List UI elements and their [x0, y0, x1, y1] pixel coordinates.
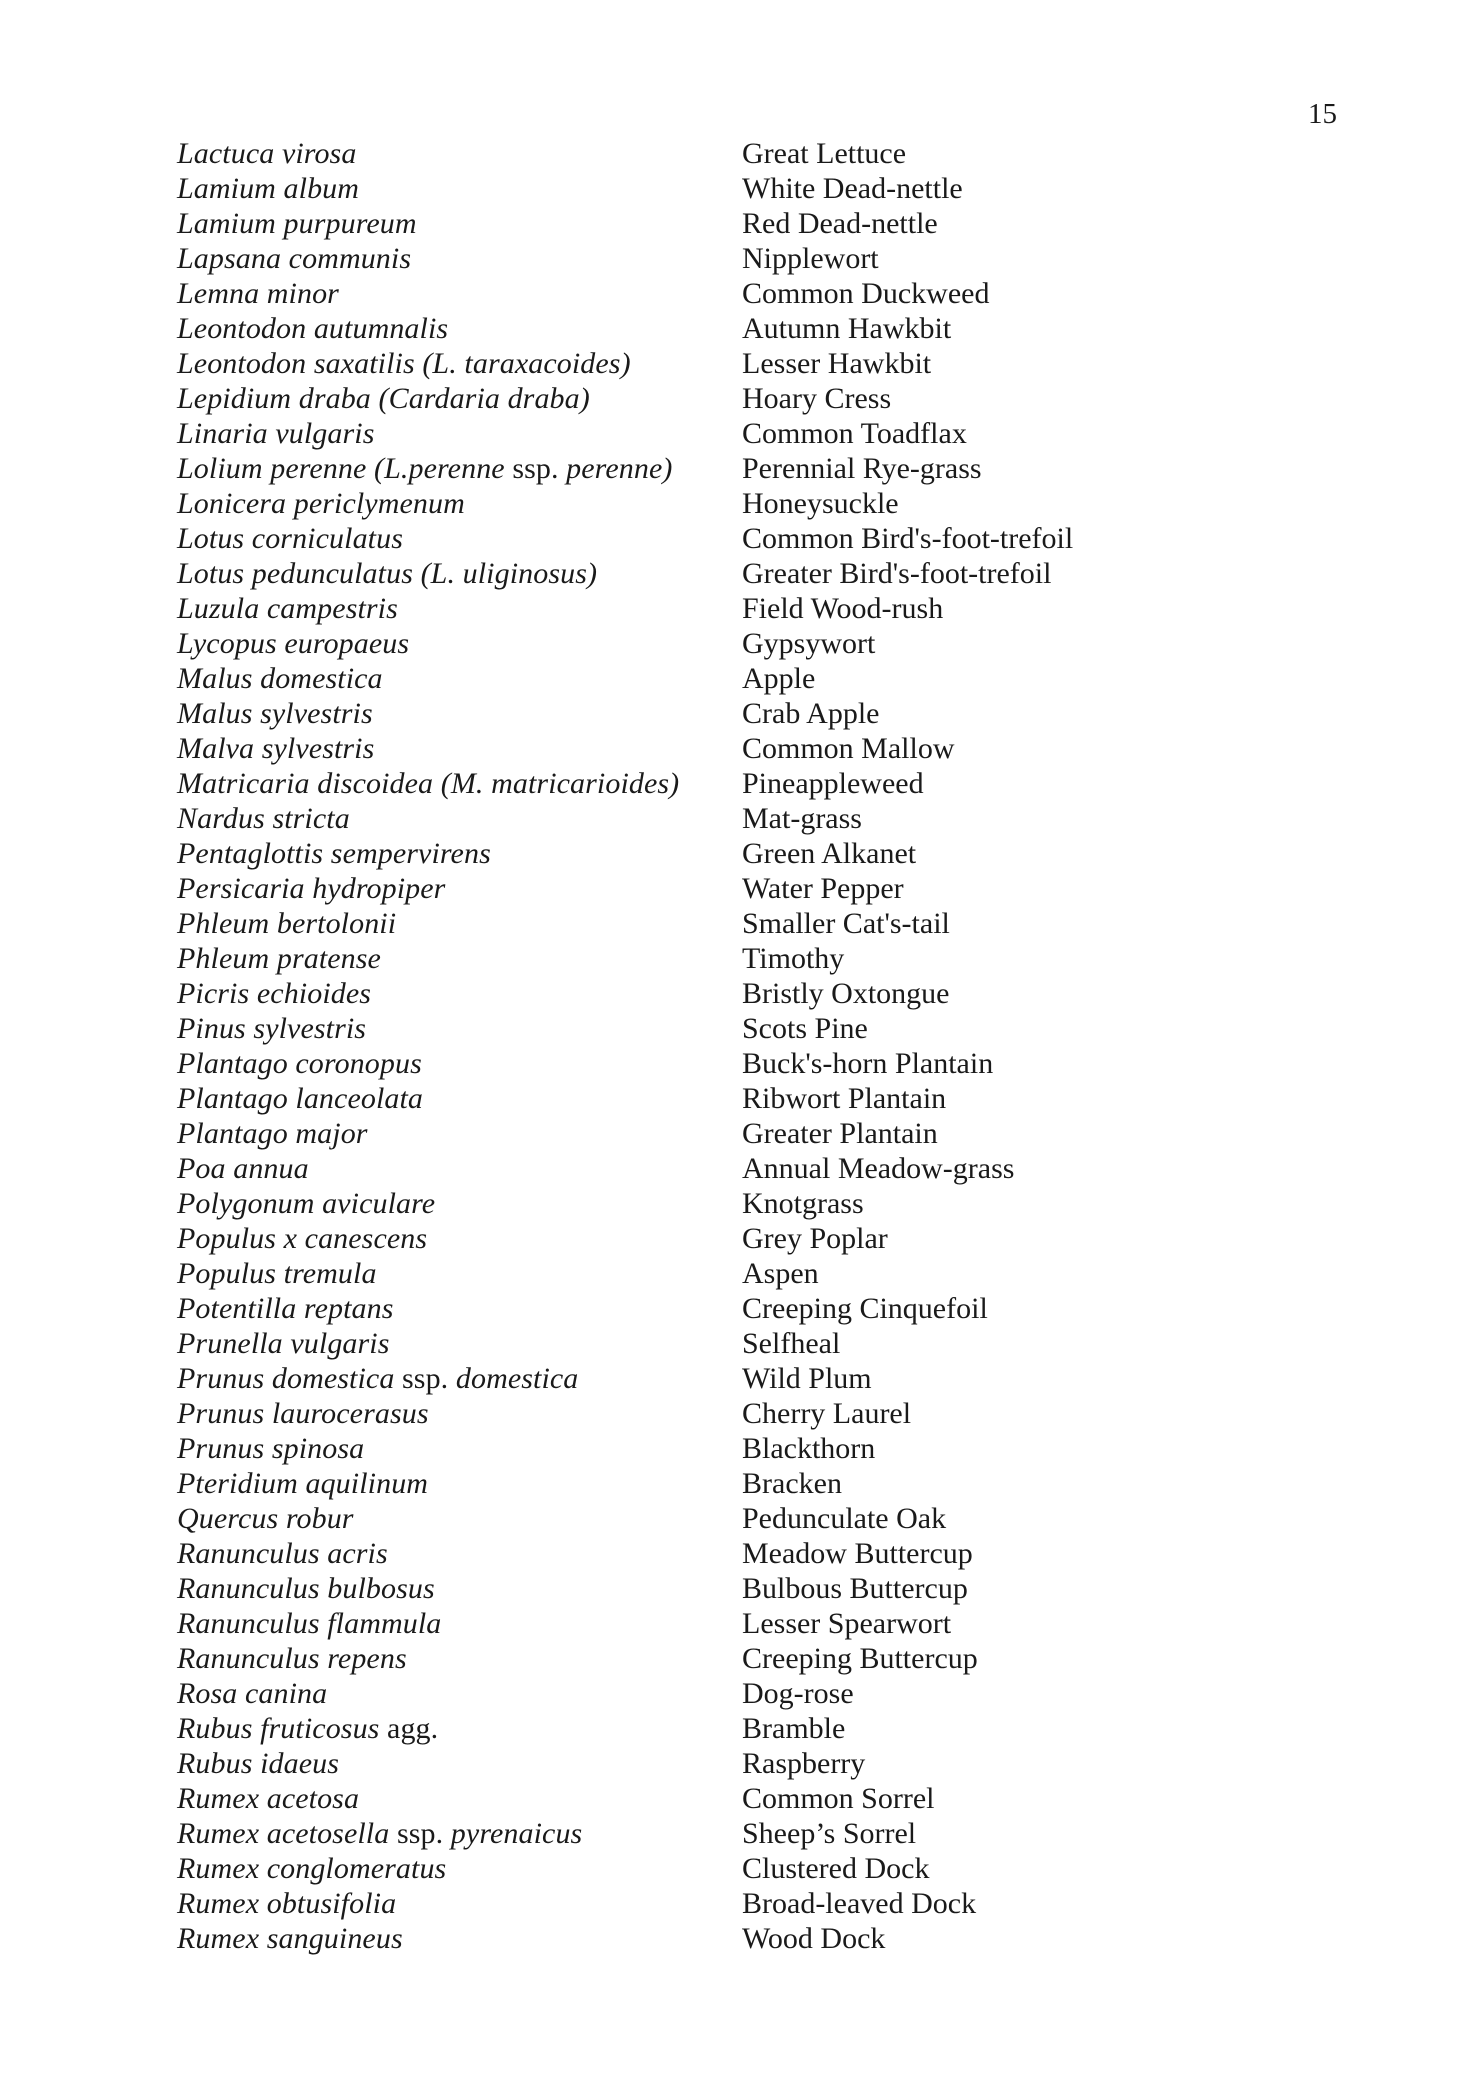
latin-name [177, 766, 742, 801]
latin-name-part: Rubus fruticosus [177, 1712, 388, 1745]
species-row [177, 1571, 1357, 1606]
species-row [177, 1711, 1357, 1746]
latin-name [177, 1361, 742, 1396]
latin-name-part: Populus x canescens [177, 1222, 428, 1255]
species-row [177, 1221, 1357, 1256]
species-row [177, 1361, 1357, 1396]
latin-name [177, 1291, 742, 1326]
latin-name-part: Lotus corniculatus [177, 522, 403, 555]
common-name: Red Dead-nettle [742, 207, 938, 240]
common-name: Nipplewort [742, 242, 879, 275]
common-name: Sheep’s Sorrel [742, 1817, 917, 1850]
latin-name [177, 521, 742, 556]
species-row [177, 1816, 1357, 1851]
latin-name-part: Prunella vulgaris [177, 1327, 390, 1360]
latin-name [177, 1746, 742, 1781]
latin-name-part: Prunus laurocerasus [177, 1397, 429, 1430]
latin-name-part: Malva sylvestris [177, 732, 375, 765]
common-name: Scots Pine [742, 1012, 868, 1045]
latin-name-part: Phleum pratense [177, 942, 381, 975]
latin-name [177, 1396, 742, 1431]
rank-qualifier: ssp. [402, 1362, 449, 1395]
species-row [177, 1536, 1357, 1571]
common-name: Wild Plum [742, 1362, 872, 1395]
latin-name-part: Lonicera periclymenum [177, 487, 465, 520]
latin-name [177, 1501, 742, 1536]
common-name: Common Duckweed [742, 277, 990, 310]
common-name: Smaller Cat's-tail [742, 907, 950, 940]
latin-name-part: Potentilla reptans [177, 1292, 394, 1325]
latin-name-part: Pinus sylvestris [177, 1012, 367, 1045]
common-name: Pedunculate Oak [742, 1502, 947, 1535]
latin-name-part: Populus tremula [177, 1257, 377, 1290]
latin-name-part: Leontodon saxatilis (L. taraxacoides) [177, 347, 631, 380]
latin-name [177, 1676, 742, 1711]
latin-name [177, 591, 742, 626]
latin-name-part: domestica [448, 1362, 579, 1395]
common-name: Greater Plantain [742, 1117, 938, 1150]
common-name: Gypsywort [742, 627, 876, 660]
latin-name [177, 1151, 742, 1186]
common-name: Grey Poplar [742, 1222, 888, 1255]
page-number: 15 [1308, 98, 1337, 130]
latin-name [177, 311, 742, 346]
species-row [177, 171, 1357, 206]
species-row [177, 766, 1357, 801]
species-row [177, 1186, 1357, 1221]
common-name: Clustered Dock [742, 1852, 930, 1885]
latin-name [177, 1571, 742, 1606]
latin-name [177, 1326, 742, 1361]
common-name: Bracken [742, 1467, 842, 1500]
latin-name [177, 1641, 742, 1676]
latin-name-part: Rumex obtusifolia [177, 1887, 397, 1920]
latin-name [177, 1711, 742, 1746]
latin-name [177, 1606, 742, 1641]
common-name: Bramble [742, 1712, 846, 1745]
species-row [177, 1151, 1357, 1186]
common-name: Common Toadflax [742, 417, 967, 450]
common-name: Raspberry [742, 1747, 866, 1780]
species-row [177, 1291, 1357, 1326]
species-row [177, 1501, 1357, 1536]
common-name: Buck's-horn Plantain [742, 1047, 994, 1080]
common-name: Mat-grass [742, 802, 862, 835]
species-row [177, 1886, 1357, 1921]
latin-name-part: Lactuca virosa [177, 137, 357, 170]
common-name: Dog-rose [742, 1677, 854, 1710]
latin-name [177, 801, 742, 836]
latin-name [177, 1431, 742, 1466]
species-row [177, 731, 1357, 766]
latin-name-part: Matricaria discoidea (M. matricarioides) [177, 767, 680, 800]
species-row [177, 1081, 1357, 1116]
latin-name-part: Lamium album [177, 172, 360, 205]
species-row [177, 1011, 1357, 1046]
common-name: Common Sorrel [742, 1782, 935, 1815]
latin-name [177, 1011, 742, 1046]
common-name: Creeping Buttercup [742, 1642, 978, 1675]
latin-name-part: Ranunculus repens [177, 1642, 407, 1675]
latin-name [177, 836, 742, 871]
common-name: Knotgrass [742, 1187, 864, 1220]
latin-name [177, 206, 742, 241]
species-row [177, 591, 1357, 626]
species-row [177, 1641, 1357, 1676]
species-row [177, 1466, 1357, 1501]
species-row [177, 1676, 1357, 1711]
common-name: Annual Meadow-grass [742, 1152, 1015, 1185]
latin-name [177, 1851, 742, 1886]
latin-name [177, 941, 742, 976]
common-name: White Dead-nettle [742, 172, 963, 205]
common-name: Wood Dock [742, 1922, 886, 1955]
species-row [177, 1851, 1357, 1886]
species-row [177, 801, 1357, 836]
species-row [177, 1116, 1357, 1151]
latin-name-part: Lamium purpureum [177, 207, 417, 240]
species-row [177, 311, 1357, 346]
latin-name [177, 171, 742, 206]
common-name: Pineappleweed [742, 767, 924, 800]
latin-name-part: Poa annua [177, 1152, 309, 1185]
common-name: Meadow Buttercup [742, 1537, 973, 1570]
latin-name [177, 1886, 742, 1921]
common-name: Green Alkanet [742, 837, 917, 870]
species-row [177, 381, 1357, 416]
latin-name [177, 451, 742, 486]
common-name: Ribwort Plantain [742, 1082, 947, 1115]
common-name: Common Bird's-foot-trefoil [742, 522, 1074, 555]
common-name: Bristly Oxtongue [742, 977, 950, 1010]
latin-name-part: perenne) [558, 452, 673, 485]
latin-name [177, 1466, 742, 1501]
species-row [177, 206, 1357, 241]
latin-name [177, 1221, 742, 1256]
species-row [177, 1606, 1357, 1641]
common-name: Blackthorn [742, 1432, 876, 1465]
rank-qualifier: agg. [387, 1712, 439, 1745]
common-name: Water Pepper [742, 872, 904, 905]
latin-name [177, 241, 742, 276]
latin-name-part: Plantago coronopus [177, 1047, 422, 1080]
species-row [177, 276, 1357, 311]
common-name: Bulbous Buttercup [742, 1572, 968, 1605]
species-row [177, 556, 1357, 591]
common-name: Great Lettuce [742, 137, 907, 170]
latin-name [177, 696, 742, 731]
latin-name-part: Lemna minor [177, 277, 339, 310]
common-name: Autumn Hawkbit [742, 312, 952, 345]
common-name: Broad-leaved Dock [742, 1887, 977, 1920]
latin-name-part: Ranunculus bulbosus [177, 1572, 435, 1605]
species-row [177, 696, 1357, 731]
species-row [177, 451, 1357, 486]
species-row [177, 906, 1357, 941]
common-name: Timothy [742, 942, 845, 975]
latin-name-part: Malus sylvestris [177, 697, 373, 730]
latin-name [177, 486, 742, 521]
common-name: Common Mallow [742, 732, 955, 765]
latin-name-part: Leontodon autumnalis [177, 312, 449, 345]
latin-name [177, 871, 742, 906]
latin-name [177, 731, 742, 766]
latin-name [177, 1081, 742, 1116]
latin-name-part: Malus domestica [177, 662, 383, 695]
rank-qualifier: ssp. [512, 452, 559, 485]
latin-name [177, 626, 742, 661]
species-row [177, 1431, 1357, 1466]
latin-name-part: Picris echioides [177, 977, 372, 1010]
species-row [177, 836, 1357, 871]
common-name: Selfheal [742, 1327, 841, 1360]
latin-name-part: Lapsana communis [177, 242, 412, 275]
latin-name [177, 661, 742, 696]
species-row [177, 136, 1357, 171]
latin-name-part: Pteridium aquilinum [177, 1467, 429, 1500]
species-row [177, 1046, 1357, 1081]
latin-name-part: Lycopus europaeus [177, 627, 410, 660]
latin-name [177, 1781, 742, 1816]
latin-name-part: Quercus robur [177, 1502, 354, 1535]
latin-name [177, 1046, 742, 1081]
latin-name [177, 1921, 742, 1956]
species-row [177, 1396, 1357, 1431]
species-row [177, 661, 1357, 696]
common-name: Creeping Cinquefoil [742, 1292, 988, 1325]
common-name: Honeysuckle [742, 487, 899, 520]
common-name: Greater Bird's-foot-trefoil [742, 557, 1052, 590]
latin-name-part: Phleum bertolonii [177, 907, 397, 940]
latin-name [177, 276, 742, 311]
species-row [177, 346, 1357, 381]
species-row [177, 1781, 1357, 1816]
species-row [177, 1921, 1357, 1956]
common-name: Lesser Hawkbit [742, 347, 932, 380]
latin-name [177, 381, 742, 416]
common-name: Lesser Spearwort [742, 1607, 952, 1640]
latin-name [177, 556, 742, 591]
latin-name [177, 416, 742, 451]
common-name: Aspen [742, 1257, 819, 1290]
latin-name-part: Lotus pedunculatus (L. uliginosus) [177, 557, 598, 590]
species-row [177, 976, 1357, 1011]
latin-name-part: Lolium perenne (L.perenne [177, 452, 513, 485]
latin-name [177, 906, 742, 941]
latin-name [177, 1536, 742, 1571]
species-row [177, 241, 1357, 276]
latin-name [177, 346, 742, 381]
latin-name-part: Linaria vulgaris [177, 417, 375, 450]
common-name: Apple [742, 662, 816, 695]
latin-name [177, 1186, 742, 1221]
latin-name-part: Rumex acetosa [177, 1782, 360, 1815]
latin-name-part: Rumex sanguineus [177, 1922, 403, 1955]
species-row [177, 1256, 1357, 1291]
species-row [177, 1326, 1357, 1361]
species-row [177, 521, 1357, 556]
common-name: Cherry Laurel [742, 1397, 912, 1430]
species-list [177, 136, 1357, 1956]
latin-name-part: Lepidium draba (Cardaria draba) [177, 382, 590, 415]
latin-name-part: Pentaglottis sempervirens [177, 837, 491, 870]
latin-name [177, 1116, 742, 1151]
latin-name-part: Persicaria hydropiper [177, 872, 446, 905]
latin-name-part: Rumex conglomeratus [177, 1852, 447, 1885]
latin-name-part: Plantago major [177, 1117, 368, 1150]
latin-name [177, 976, 742, 1011]
species-row [177, 1746, 1357, 1781]
latin-name-part: pyrenaicus [443, 1817, 583, 1850]
species-row [177, 871, 1357, 906]
common-name: Crab Apple [742, 697, 880, 730]
common-name: Field Wood-rush [742, 592, 944, 625]
latin-name-part: Rosa canina [177, 1677, 328, 1710]
latin-name [177, 1256, 742, 1291]
species-row [177, 941, 1357, 976]
latin-name [177, 1816, 742, 1851]
latin-name-part: Polygonum aviculare [177, 1187, 436, 1220]
latin-name-part: Rumex acetosella [177, 1817, 397, 1850]
species-row [177, 626, 1357, 661]
latin-name-part: Plantago lanceolata [177, 1082, 424, 1115]
common-name: Hoary Cress [742, 382, 892, 415]
species-row [177, 486, 1357, 521]
common-name: Perennial Rye-grass [742, 452, 982, 485]
species-row [177, 416, 1357, 451]
latin-name-part: Luzula campestris [177, 592, 398, 625]
latin-name [177, 136, 742, 171]
latin-name-part: Prunus domestica [177, 1362, 403, 1395]
latin-name-part: Ranunculus flammula [177, 1607, 442, 1640]
latin-name-part: Nardus stricta [177, 802, 350, 835]
rank-qualifier: ssp. [396, 1817, 444, 1850]
latin-name-part: Prunus spinosa [177, 1432, 365, 1465]
latin-name-part: Rubus idaeus [177, 1747, 340, 1780]
latin-name-part: Ranunculus acris [177, 1537, 388, 1570]
